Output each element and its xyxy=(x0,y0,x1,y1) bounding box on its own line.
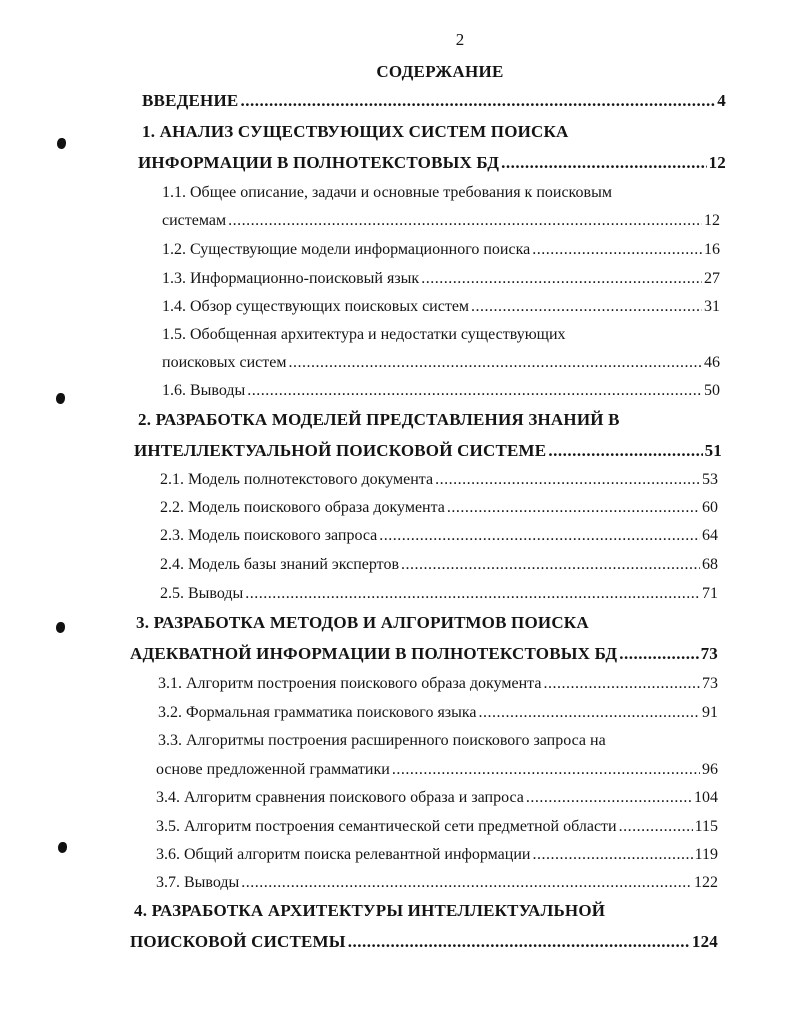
toc-section-1-1[interactable] xyxy=(162,212,720,230)
toc-chapter-4[interactable] xyxy=(130,932,718,952)
toc-label: ИНТЕЛЛЕКТУАЛЬНОЙ ПОИСКОВОЙ СИСТЕМЕ xyxy=(134,441,547,460)
toc-label: 1.3. Информационно-поисковый язык xyxy=(162,270,420,287)
toc-leader xyxy=(288,354,702,372)
binder-hole-mark xyxy=(58,842,67,853)
toc-leader xyxy=(471,298,702,316)
toc-section-3-3[interactable] xyxy=(156,761,718,779)
toc-section-1-3[interactable] xyxy=(162,270,720,288)
toc-page: 51 xyxy=(704,441,722,460)
toc-label: ПОИСКОВОЙ СИСТЕМЫ xyxy=(130,932,346,951)
toc-label: 3.4. Алгоритм сравнения поискового образа и запроса xyxy=(156,789,524,806)
toc-section-3-3-line1[interactable]: 3.3. Алгоритмы построения расширенного поискового запроса на xyxy=(158,732,606,749)
toc-label: 1.2. Существующие модели информационного поиска xyxy=(162,241,531,258)
binder-hole-mark xyxy=(56,622,65,633)
toc-leader xyxy=(532,846,692,864)
toc-section-2-2[interactable] xyxy=(160,499,718,517)
toc-section-3-5[interactable] xyxy=(156,818,718,836)
toc-page: 91 xyxy=(702,704,718,721)
toc-leader xyxy=(526,789,692,807)
toc-page: 73 xyxy=(700,644,718,663)
toc-section-3-4[interactable] xyxy=(156,789,718,807)
toc-page: 16 xyxy=(704,241,720,258)
toc-label: 1.4. Обзор существующих поисковых систем xyxy=(162,298,470,315)
toc-leader xyxy=(479,704,701,722)
toc-leader xyxy=(241,874,692,892)
toc-label: 1.6. Выводы xyxy=(162,382,246,399)
toc-page: 4 xyxy=(717,91,726,110)
toc-section-3-7[interactable] xyxy=(156,874,718,892)
toc-page: 31 xyxy=(704,298,720,315)
toc-label: 2.3. Модель поискового запроса xyxy=(160,527,378,544)
toc-section-1-2[interactable] xyxy=(162,241,720,259)
toc-leader xyxy=(532,241,702,259)
toc-page: 119 xyxy=(694,846,718,863)
toc-label: 3.5. Алгоритм построения семантической сети предметной области xyxy=(156,818,617,835)
toc-page: 12 xyxy=(708,153,726,172)
toc-label: 2.5. Выводы xyxy=(160,585,244,602)
toc-label: основе предложенной грамматики xyxy=(156,761,390,778)
toc-chapter-3[interactable] xyxy=(130,644,718,664)
toc-section-1-4[interactable] xyxy=(162,298,720,316)
toc-section-3-2[interactable] xyxy=(158,704,718,722)
toc-section-3-6[interactable] xyxy=(156,846,718,864)
toc-label: ВВЕДЕНИЕ xyxy=(142,91,239,110)
toc-label: системам xyxy=(162,212,227,229)
toc-label: 2.1. Модель полнотекстового документа xyxy=(160,471,434,488)
toc-page: 124 xyxy=(691,932,718,951)
toc-section-2-5[interactable] xyxy=(160,585,718,603)
toc-label: ИНФОРМАЦИИ В ПОЛНОТЕКСТОВЫХ БД xyxy=(138,153,500,172)
toc-leader xyxy=(619,818,693,836)
toc-page: 64 xyxy=(702,527,718,544)
toc-section-2-1[interactable] xyxy=(160,471,718,489)
toc-section-2-3[interactable] xyxy=(160,527,718,545)
toc-page: 50 xyxy=(704,382,720,399)
toc-leader xyxy=(447,499,700,517)
toc-section-1-5-line1[interactable]: 1.5. Обобщенная архитектура и недостатки существующих xyxy=(162,326,566,343)
toc-page: 27 xyxy=(704,270,720,287)
toc-page: 53 xyxy=(702,471,718,488)
toc-label: 3.1. Алгоритм построения поискового образа документа xyxy=(158,675,542,692)
toc-chapter-1-line1[interactable]: 1. АНАЛИЗ СУЩЕСТВУЮЩИХ СИСТЕМ ПОИСКА xyxy=(142,122,569,141)
toc-label: 3.2. Формальная грамматика поискового языка xyxy=(158,704,477,721)
toc-label: 3.7. Выводы xyxy=(156,874,240,891)
toc-leader xyxy=(247,382,702,400)
toc-leader xyxy=(245,585,700,603)
toc-page: 46 xyxy=(704,354,720,371)
page-number: 2 xyxy=(455,30,465,49)
toc-page: 104 xyxy=(694,789,718,806)
toc-label: поисковых систем xyxy=(162,354,287,371)
toc-entry-introduction[interactable] xyxy=(142,91,726,111)
toc-page: 12 xyxy=(704,212,720,229)
toc-chapter-4-line1[interactable]: 4. РАЗРАБОТКА АРХИТЕКТУРЫ ИНТЕЛЛЕКТУАЛЬНОЙ xyxy=(134,901,606,920)
toc-leader xyxy=(501,153,706,173)
toc-section-2-4[interactable] xyxy=(160,556,718,574)
toc-chapter-1[interactable] xyxy=(138,153,726,173)
toc-section-1-1-line1[interactable]: 1.1. Общее описание, задачи и основные требования к поисковым xyxy=(162,184,612,201)
page-title: СОДЕРЖАНИЕ xyxy=(376,62,504,81)
toc-label: 3.6. Общий алгоритм поиска релевантной информации xyxy=(156,846,531,863)
toc-leader xyxy=(619,644,698,664)
toc-page: 60 xyxy=(702,499,718,516)
toc-label: АДЕКВАТНОЙ ИНФОРМАЦИИ В ПОЛНОТЕКСТОВЫХ БД xyxy=(130,644,618,663)
toc-page: 73 xyxy=(702,675,718,692)
toc-leader xyxy=(401,556,700,574)
binder-hole-mark xyxy=(57,138,66,149)
toc-leader xyxy=(379,527,700,545)
toc-chapter-3-line1[interactable]: 3. РАЗРАБОТКА МЕТОДОВ И АЛГОРИТМОВ ПОИСКА xyxy=(136,613,589,632)
binder-hole-mark xyxy=(56,393,65,404)
toc-chapter-2[interactable] xyxy=(134,441,722,461)
toc-page: 115 xyxy=(694,818,718,835)
toc-leader xyxy=(392,761,700,779)
toc-page: 96 xyxy=(702,761,718,778)
toc-chapter-2-line1[interactable]: 2. РАЗРАБОТКА МОДЕЛЕЙ ПРЕДСТАВЛЕНИЯ ЗНАНИЙ В xyxy=(138,410,620,429)
toc-page: 122 xyxy=(694,874,718,891)
toc-leader xyxy=(543,675,700,693)
toc-label: 2.4. Модель базы знаний экспертов xyxy=(160,556,400,573)
toc-section-3-1[interactable] xyxy=(158,675,718,693)
toc-label: 2.2. Модель поискового образа документа xyxy=(160,499,445,516)
toc-leader xyxy=(240,91,715,111)
toc-leader xyxy=(348,932,690,952)
toc-leader xyxy=(228,212,702,230)
toc-leader xyxy=(421,270,702,288)
toc-leader xyxy=(435,471,700,489)
toc-section-1-6[interactable] xyxy=(162,382,720,400)
toc-leader xyxy=(548,441,702,461)
toc-page: 68 xyxy=(702,556,718,573)
toc-page: 71 xyxy=(702,585,718,602)
toc-section-1-5[interactable] xyxy=(162,354,720,372)
